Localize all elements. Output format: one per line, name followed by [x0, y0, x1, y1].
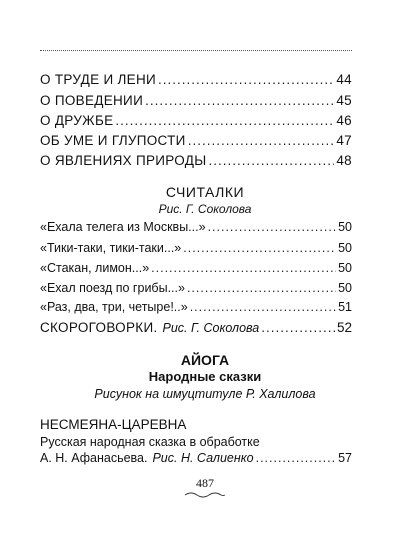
toc-entry[interactable]: [40, 113, 352, 129]
toc-entry-title: О ТРУДЕ И ЛЕНИ: [40, 72, 157, 87]
toc-entry-page: 45: [336, 93, 352, 108]
toc-entry-page: 50: [338, 241, 352, 255]
toc-entry-title: О ПОВЕДЕНИИ: [40, 93, 144, 108]
toc-entry-title: «Тики-таки, тики-таки...»: [40, 241, 182, 255]
leader-dots: [261, 320, 335, 336]
leader-dots: [158, 72, 334, 88]
toc-entry-title: «Стакан, лимон...»: [40, 261, 150, 275]
toc-entry[interactable]: [40, 219, 352, 235]
toc-entry[interactable]: [40, 240, 352, 256]
section-subtitle-aioga: Народные сказки: [148, 369, 262, 384]
entry-description-line: Русская народная сказка в обработке: [40, 435, 260, 449]
entry-title-nesmeyana[interactable]: НЕСМЕЯНА-ЦАРЕВНА: [40, 417, 187, 432]
toc-entry-page: 57: [338, 451, 352, 465]
toc-entry-page: 50: [338, 220, 352, 234]
toc-entry-page: 52: [336, 320, 352, 335]
leader-dots: [187, 280, 336, 296]
toc-entry-page: 44: [336, 72, 352, 87]
toc-entry-skorogovorki[interactable]: [40, 320, 352, 336]
leader-dots: [190, 299, 336, 315]
toc-entry[interactable]: [40, 280, 352, 296]
section-illustrator: Рис. Г. Соколова: [158, 202, 252, 216]
toc-entry[interactable]: [40, 299, 352, 315]
leader-dots: [209, 153, 335, 169]
toc-entry-title: «Ехал поезд по грибы...»: [40, 281, 185, 295]
leader-dots: [256, 450, 337, 466]
toc-entry-nesmeyana[interactable]: [40, 450, 352, 466]
toc-entry-author: А. Н. Афанасьева.: [40, 451, 148, 465]
toc-entry-page: 46: [336, 113, 352, 128]
leader-dots: [151, 260, 336, 276]
toc-entry-page: 51: [338, 300, 352, 314]
toc-entry-illustrator: Рис. Н. Салиенко: [152, 451, 254, 465]
section-title-schitalki: СЧИТАЛКИ: [165, 184, 245, 200]
toc-entry-page: 47: [336, 133, 352, 148]
toc-entry[interactable]: [40, 93, 352, 109]
page-number: 487: [196, 476, 214, 490]
leader-dots: [145, 93, 334, 109]
leader-dots: [115, 113, 334, 129]
toc-entry-page: 50: [338, 261, 352, 275]
toc-entry[interactable]: [40, 133, 352, 149]
section-title-aioga: АЙОГА: [180, 352, 230, 368]
toc-entry-title: О ДРУЖБЕ: [40, 113, 114, 128]
toc-entry-illustrator: Рис. Г. Соколова: [162, 321, 260, 335]
toc-entry-page: 50: [338, 281, 352, 295]
leader-dots: [208, 219, 337, 235]
top-dotted-rule: [40, 50, 352, 51]
toc-entry-page: 48: [336, 153, 352, 168]
leader-dots: [183, 240, 336, 256]
leader-dots: [188, 133, 335, 149]
folio-ornament-icon: [183, 491, 227, 499]
toc-entry-title: О ЯВЛЕНИЯХ ПРИРОДЫ: [40, 153, 207, 168]
toc-entry-title: «Ехала телега из Москвы...»: [40, 220, 206, 234]
toc-entry-title: СКОРОГОВОРКИ.: [40, 320, 158, 335]
toc-entry[interactable]: [40, 72, 352, 88]
toc-entry[interactable]: [40, 153, 352, 169]
toc-entry-title: «Раз, два, три, четыре!..»: [40, 300, 188, 314]
toc-entry-title: ОБ УМЕ И ГЛУПОСТИ: [40, 133, 186, 148]
toc-entry[interactable]: [40, 260, 352, 276]
section-credit-aioga: Рисунок на шмуцтитуле Р. Халилова: [94, 387, 316, 401]
